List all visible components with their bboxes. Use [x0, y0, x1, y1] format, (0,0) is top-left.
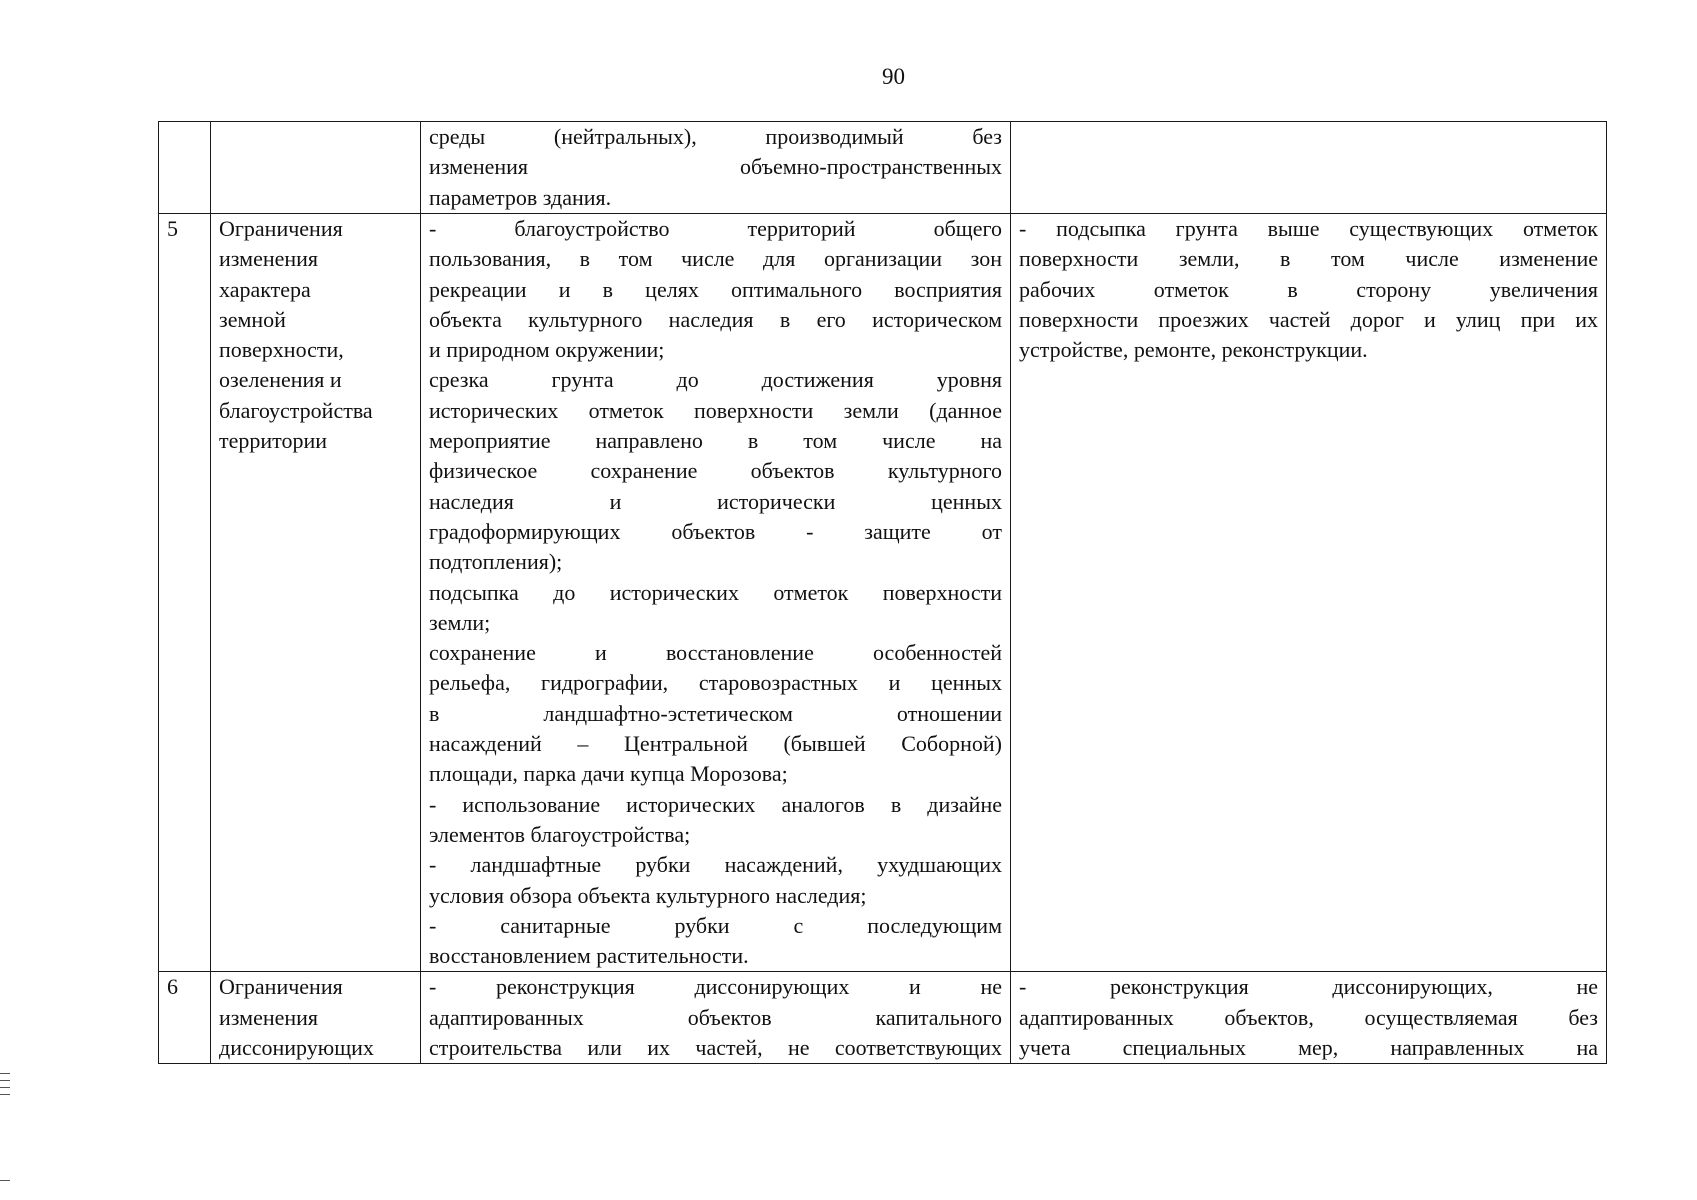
text-line: - использование исторических аналогов в дизайне: [429, 791, 1002, 817]
scan-margin-mark: [0, 1087, 10, 1088]
text-line: срезка грунта до достижения уровня: [429, 367, 1002, 393]
text-line: условия обзора объекта культурного наследия;: [429, 882, 867, 908]
text-line: поверхности земли, в том числе изменение: [1019, 246, 1598, 272]
restriction-name-cell: [211, 214, 421, 972]
allowed-measures-cell: [421, 122, 1011, 214]
scan-margin-mark: [0, 1094, 10, 1095]
restrictions-table: [158, 121, 1607, 1064]
text-line: наследия и исторически ценных: [429, 488, 1002, 514]
text-line: озеленения и: [219, 367, 342, 393]
text-line: учета специальных мер, направленных на: [1019, 1035, 1598, 1061]
text-line: - санитарные рубки с последующим: [429, 912, 1002, 938]
row-number-cell: 5: [159, 214, 211, 972]
text-line: земной: [219, 306, 286, 332]
text-line: рекреации и в целях оптимального восприятия: [429, 276, 1002, 302]
table-row-5: [159, 214, 1607, 972]
text-line: среды (нейтральных), производимый без: [429, 124, 1002, 149]
text-line: - подсыпка грунта выше существующих отметок: [1019, 216, 1598, 241]
allowed-measures-cell: [421, 214, 1011, 972]
text-line: изменения объемно-пространственных: [429, 154, 1002, 180]
text-line: поверхности,: [219, 337, 344, 363]
text-line: градоформирующих объектов - защите от: [429, 518, 1002, 544]
allowed-measures-cell: [421, 972, 1011, 1064]
text-line: Ограничения: [219, 974, 343, 1000]
text-line: территории: [219, 428, 328, 454]
restriction-name-cell: [211, 122, 421, 214]
text-line: в ландшафтно-эстетическом отношении: [429, 700, 1002, 726]
text-line: насаждений – Центральной (бывшей Соборной): [429, 731, 1002, 757]
text-line: мероприятие направлено в том числе на: [429, 428, 1002, 454]
text-line: - реконструкция диссонирующих и не: [429, 974, 1002, 1000]
text-line: благоустройства: [219, 397, 373, 423]
forbidden-measures-cell: [1011, 972, 1607, 1064]
text-line: восстановлением растительности.: [429, 943, 749, 969]
text-line: и природном окружении;: [429, 337, 665, 363]
text-line: параметров здания.: [429, 184, 612, 210]
scan-margin-mark: [0, 1080, 10, 1081]
text-line: строительства или их частей, не соответствующих: [429, 1035, 1002, 1061]
text-line: устройстве, ремонте, реконструкции.: [1019, 337, 1368, 363]
text-line: адаптированных объектов, осуществляемая без: [1019, 1004, 1598, 1030]
text-line: адаптированных объектов капитального: [429, 1004, 1002, 1030]
text-line: рельефа, гидрографии, старовозрастных и ценных: [429, 670, 1002, 696]
text-line: - благоустройство территорий общего: [429, 216, 1002, 241]
text-line: изменения: [219, 1004, 319, 1030]
text-line: площади, парка дачи купца Морозова;: [429, 761, 788, 787]
forbidden-measures-cell: [1011, 122, 1607, 214]
text-line: характера: [219, 276, 311, 302]
page-number: 90: [882, 64, 905, 89]
text-line: объекта культурного наследия в его историческом: [429, 306, 1002, 332]
text-line: элементов благоустройства;: [429, 821, 691, 847]
text-line: изменения: [219, 246, 319, 272]
text-line: исторических отметок поверхности земли (данное: [429, 397, 1002, 423]
text-line: сохранение и восстановление особенностей: [429, 640, 1002, 666]
text-line: - ландшафтные рубки насаждений, ухудшающих: [429, 852, 1002, 878]
row-number-cell: 6: [159, 972, 211, 1064]
text-line: физическое сохранение объектов культурного: [429, 458, 1002, 484]
text-line: рабочих отметок в сторону увеличения: [1019, 276, 1598, 302]
text-line: диссонирующих: [219, 1035, 374, 1061]
scan-margin-mark: [0, 1180, 10, 1181]
table-row-6: [159, 972, 1607, 1064]
text-line: Ограничения: [219, 216, 343, 241]
forbidden-measures-cell: [1011, 214, 1607, 972]
text-line: земли;: [429, 609, 491, 635]
text-line: подтопления);: [429, 549, 563, 575]
scan-margin-mark: [0, 1073, 10, 1074]
table-row-continuation: [159, 122, 1607, 214]
text-line: - реконструкция диссонирующих, не: [1019, 974, 1598, 1000]
restriction-name-cell: [211, 972, 421, 1064]
row-number-cell: [159, 122, 211, 214]
text-line: подсыпка до исторических отметок поверхности: [429, 579, 1002, 605]
text-line: поверхности проезжих частей дорог и улиц при их: [1019, 306, 1598, 332]
text-line: пользования, в том числе для организации зон: [429, 246, 1002, 272]
